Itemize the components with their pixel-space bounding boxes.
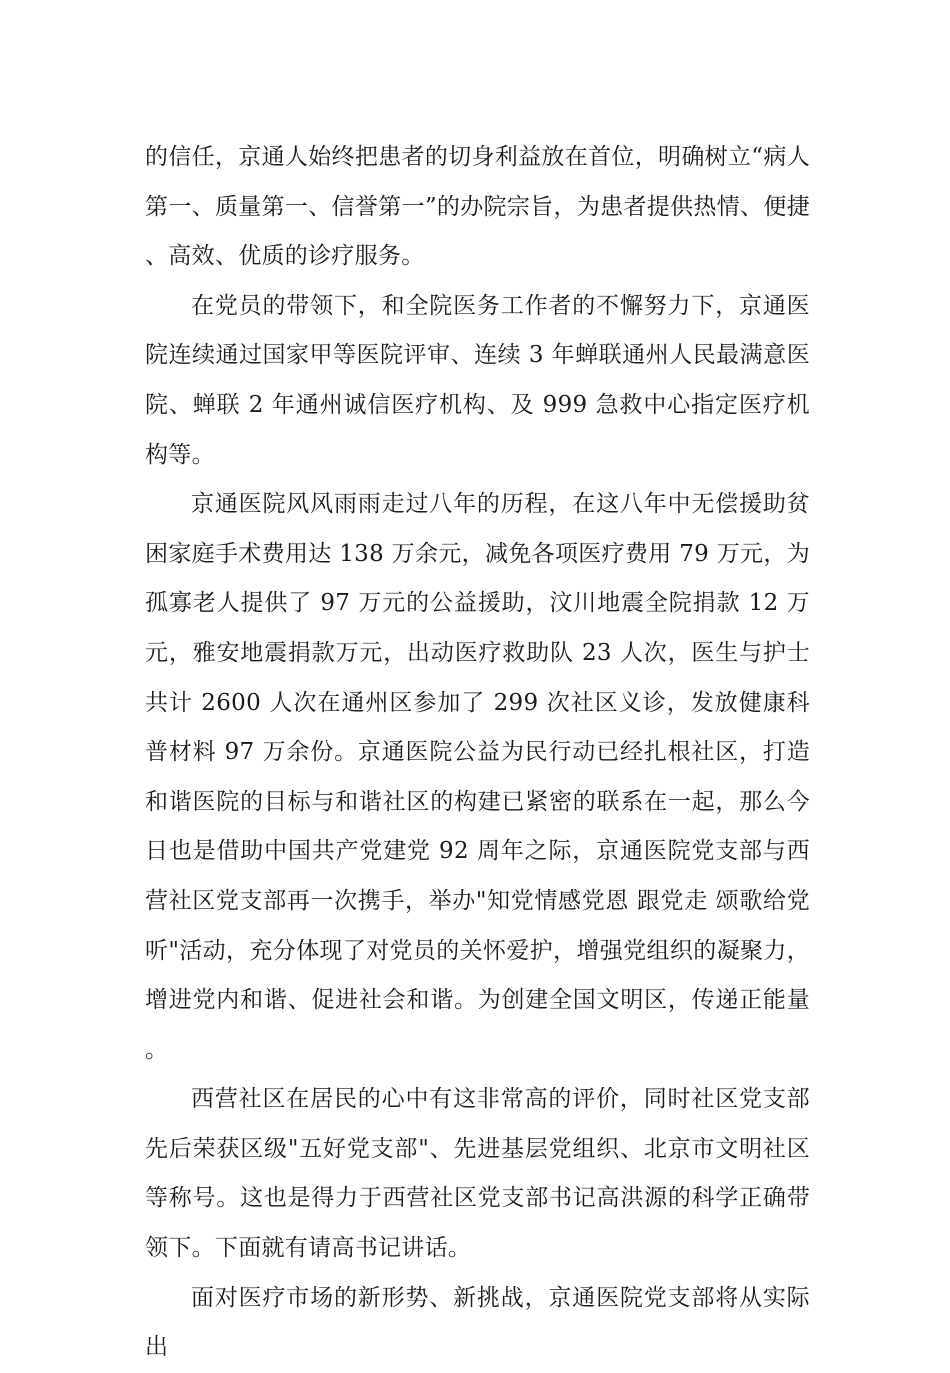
paragraph: 在党员的带领下，和全院医务工作者的不懈努力下，京通医院连续通过国家甲等医院评审、连续 3 年蝉联通州人民最满意医院、蝉联 2 年通州诚信医疗机构、及 999 急救中心指定医疗机构等。 — [145, 292, 810, 468]
paragraph: 的信任，京通人始终把患者的切身利益放在首位，明确树立“病人第一、质量第一、信誉第一”的办院宗旨，为患者提供热情、便捷、高效、优质的诊疗服务。 — [145, 144, 810, 270]
paragraph: 西营社区在居民的心中有这非常高的评价，同时社区党支部先后荣获区级"五好党支部"、先进基层党组织、北京市文明社区等称号。这也是得力于西营社区党支部书记高洪源的科学正确带领下。下面就有请高书记讲话。 — [145, 1086, 810, 1262]
document-body — [145, 133, 810, 1373]
paragraph: 面对医疗市场的新形势、新挑战，京通医院党支部将从实际出 — [145, 1284, 810, 1361]
paragraph: 京通医院风风雨雨走过八年的历程，在这八年中无偿援助贫困家庭手术费用达 138 万余元，减免各项医疗费用 79 万元，为孤寡老人提供了 97 万元的公益援助，汶川地震全院捐款 12 万元，雅安地震捐款万元，出动医疗救助队 23 人次，医生与护士共计 2600 人次在通州区参加了 299 次社区义诊，发放健康科普材料 97 万余份。京通医院公益为民行动已经扎根社区，打造和谐医院的目标与和谐社区的构建已紧密的联系在一起，那么今日也是借助中国共产党建党 92 周年之际，京通医院党支部与西营社区党支部再一次携手，举办"知党情感党恩 跟党走 颂歌给党听"活动，充分体现了对党员的关怀爱护，增强党组织的凝聚力，增进党内和谐、促进社会和谐。为创建全国文明区，传递正能量。 — [145, 491, 810, 1063]
